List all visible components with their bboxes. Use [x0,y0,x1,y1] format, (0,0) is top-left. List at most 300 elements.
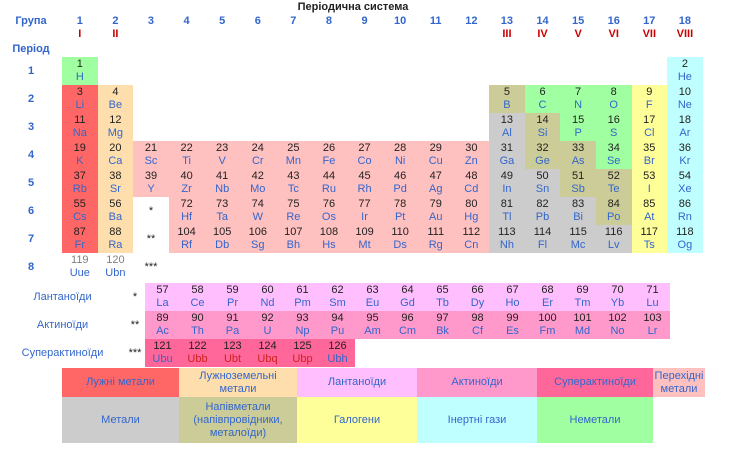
legend-item-label[interactable]: Галогени [333,413,381,426]
element-symbol[interactable]: Zr [181,183,192,195]
element-cell [145,311,180,339]
element-cell [98,85,134,113]
element-number: 17 [643,114,656,126]
element-number: 105 [212,226,232,238]
group-number: 18 [678,15,692,27]
element-symbol[interactable]: V [218,155,226,167]
empty-cell [460,339,495,367]
element-symbol[interactable]: Yb [610,297,625,309]
element-symbol[interactable]: Sc [144,155,158,167]
element-symbol[interactable]: Nb [215,183,230,195]
element-cell [276,169,312,197]
element-number: 1 [76,58,83,70]
empty-cell [596,253,632,281]
legend-item-label[interactable]: Лужноземельні метали [199,369,277,395]
element-symbol[interactable]: Ubp [292,353,313,365]
element-symbol[interactable]: Be [108,99,123,111]
element-cell [667,169,703,197]
element-symbol[interactable]: Sr [109,183,121,195]
element-symbol[interactable]: Hg [464,211,479,223]
element-cell [667,57,703,85]
element-symbol[interactable]: Pr [227,297,238,309]
element-cell [62,253,98,281]
group-number: 2 [112,15,119,27]
legend-item-lanthanide[interactable] [297,368,417,397]
element-symbol[interactable]: Ar [679,127,691,139]
element-number: 51 [571,170,585,182]
element-symbol[interactable]: Tc [287,183,299,195]
empty-cell [560,57,596,85]
element-number: 6 [539,86,546,98]
group-roman-row [0,28,703,41]
element-symbol[interactable]: Kr [679,155,691,167]
empty-cell [311,253,347,281]
element-symbol[interactable]: Cf [472,325,483,337]
group-label: Група [15,15,47,27]
element-cell [667,113,703,141]
element-symbol[interactable]: In [502,183,512,195]
element-number: 88 [109,226,122,238]
group-roman-numeral: VIII [676,28,694,40]
element-symbol[interactable]: Ti [182,155,191,167]
element-symbol[interactable]: Rh [357,183,372,195]
element-symbol[interactable]: Rb [72,183,87,195]
element-symbol[interactable]: U [263,325,272,337]
element-symbol[interactable]: Cd [464,183,479,195]
element-symbol[interactable]: Sg [251,239,265,251]
element-symbol[interactable]: Tm [574,297,591,309]
legend-item-halogen[interactable] [297,397,417,443]
element-cell [425,283,460,311]
element-symbol[interactable]: Ca [108,155,123,167]
element-number: 89 [156,312,169,324]
element-number: 16 [607,114,620,126]
empty-cell [525,253,561,281]
element-symbol[interactable]: Eu [365,297,380,309]
element-number: 86 [678,198,692,210]
element-symbol[interactable]: Ubn [105,267,126,279]
element-symbol[interactable]: Bk [436,325,449,337]
element-symbol[interactable]: Ds [393,239,407,251]
element-cell [204,141,240,169]
element-symbol[interactable]: Mg [107,127,124,139]
element-symbol[interactable]: Ge [535,155,550,167]
fblock-marker-cell [133,225,169,253]
element-symbol[interactable]: Xe [678,183,692,195]
element-symbol[interactable]: Li [75,99,85,111]
legend-item-superactinide[interactable] [537,368,653,397]
element-symbol[interactable]: Pt [394,211,406,223]
legend-item-metalloid[interactable] [179,397,297,443]
element-symbol[interactable]: Mo [250,183,266,195]
empty-cell [347,85,383,113]
element-cell [62,57,98,85]
element-symbol[interactable]: Te [607,183,620,195]
element-cell [98,113,134,141]
element-cell [382,141,418,169]
legend-item-label[interactable]: Лужні метали [86,376,155,388]
element-symbol[interactable]: Nd [260,297,275,309]
element-symbol[interactable]: Ir [361,211,368,223]
element-cell [560,113,596,141]
empty-cell [632,57,668,85]
element-cell [667,85,703,113]
element-number: 61 [296,284,309,296]
element-number: 110 [391,226,409,238]
group-number: 15 [571,15,585,27]
element-symbol[interactable]: Mc [570,239,586,251]
element-symbol[interactable]: Md [574,325,591,337]
element-symbol[interactable]: Po [606,211,621,223]
element-cell [276,197,312,225]
element-number: 87 [73,226,86,238]
element-symbol[interactable]: Bi [573,211,583,223]
element-cell [169,169,205,197]
element-symbol[interactable]: Cm [398,325,417,337]
element-symbol[interactable]: Ts [643,239,655,251]
empty-cell [382,85,418,113]
element-symbol[interactable]: At [644,211,655,223]
element-symbol[interactable]: La [156,297,169,309]
period-row [0,113,703,141]
legend-item-actinide[interactable] [417,368,537,397]
element-symbol[interactable]: Ru [321,183,336,195]
element-symbol[interactable]: Ne [677,99,692,111]
element-number: 21 [144,142,158,154]
element-symbol[interactable]: Zn [464,155,478,167]
element-symbol[interactable]: W [252,211,263,223]
element-symbol[interactable]: Ra [108,239,123,251]
empty-cell [635,339,670,367]
element-number: 103 [643,312,662,324]
element-number: 74 [251,198,264,210]
fblock-label[interactable]: Лантаноїди [33,291,92,303]
element-symbol[interactable]: Ag [429,183,443,195]
element-symbol[interactable]: Cu [428,155,443,167]
empty-cell [98,57,134,85]
empty-cell [425,339,460,367]
element-cell [62,197,98,225]
element-symbol[interactable]: Se [606,155,621,167]
element-symbol[interactable]: Ta [216,211,228,223]
element-symbol[interactable]: Y [147,183,155,195]
element-symbol[interactable]: N [574,99,583,111]
legend-item-label[interactable]: Суперактиноїди [554,376,636,388]
empty-cell [489,253,525,281]
element-cell [596,225,632,253]
group-number: 4 [183,15,190,27]
element-symbol[interactable]: Ubu [152,353,173,365]
element-number: 42 [251,170,264,182]
group-roman-numeral: VII [642,28,657,40]
element-symbol[interactable]: Lr [647,325,658,337]
element-symbol[interactable]: Ac [156,325,169,337]
legend-item-alkali[interactable] [62,368,179,397]
element-symbol[interactable]: Sb [571,183,585,195]
element-symbol[interactable]: Th [191,325,204,337]
element-number: 7 [575,86,582,98]
element-symbol[interactable]: Ba [108,211,123,223]
group-roman-numeral: V [574,28,582,40]
element-symbol[interactable]: Db [215,239,230,251]
fblock-marker-cell [133,197,169,225]
element-symbol[interactable]: Cl [644,127,655,139]
element-cell [169,141,205,169]
empty-cell [418,253,454,281]
fblock-label[interactable]: Суперактиноїди [21,347,104,359]
group-roman-numeral [347,28,383,41]
element-cell [204,169,240,197]
fblock-rows [0,283,670,367]
element-symbol[interactable]: Pd [393,183,407,195]
element-cell [390,311,425,339]
element-number: 63 [366,284,379,296]
group-number: 14 [536,15,549,27]
group-roman-numeral [169,28,205,41]
element-symbol[interactable]: Ga [499,155,515,167]
element-symbol[interactable]: Cs [73,211,87,223]
element-number: 14 [536,114,549,126]
element-number: 75 [287,198,300,210]
element-symbol[interactable]: Gd [400,297,415,309]
element-cell [98,169,134,197]
element-symbol[interactable]: Tl [502,211,512,223]
legend-item-label[interactable]: Актиноїди [451,376,503,388]
empty-cell [169,253,205,281]
legend-item-transition[interactable] [653,368,705,397]
element-symbol[interactable]: Np [295,325,310,337]
element-symbol[interactable]: O [609,99,618,111]
period-number: 4 [27,149,35,161]
element-symbol[interactable]: Pa [225,325,240,337]
empty-cell [530,339,565,367]
element-symbol[interactable]: Ubb [187,353,208,365]
element-symbol[interactable]: Lu [646,297,659,309]
group-number: 12 [465,15,478,27]
fblock-row [0,339,670,367]
group-header-row [0,15,703,28]
group-roman-numeral: II [112,28,119,40]
element-symbol[interactable]: Lv [607,239,620,251]
element-number: 62 [331,284,344,296]
fblock-marker: *** [144,261,158,273]
element-symbol[interactable]: H [75,71,84,83]
element-cell [418,225,454,253]
element-cell [418,141,454,169]
element-number: 33 [571,142,585,154]
element-cell [145,339,180,367]
element-symbol[interactable]: Fe [322,155,336,167]
element-symbol[interactable]: Fl [537,239,548,251]
element-number: 57 [156,284,169,296]
element-symbol[interactable]: K [76,155,84,167]
element-number: 19 [73,142,86,154]
period-number: 3 [27,121,35,133]
empty-cell [169,113,205,141]
legend-item-label[interactable]: Перехідні метали [654,369,704,395]
element-symbol[interactable]: Br [643,155,655,167]
element-cell [489,197,525,225]
element-number: 101 [573,312,592,324]
empty-cell [276,57,312,85]
empty-cell [240,253,276,281]
empty-cell [169,57,205,85]
element-cell [632,169,668,197]
element-symbol[interactable]: Al [502,127,512,139]
element-cell [276,225,312,253]
element-symbol[interactable]: Am [364,325,381,337]
element-cell [62,225,98,253]
group-number: 5 [219,15,226,27]
element-cell [382,197,418,225]
element-symbol[interactable]: Fr [74,239,85,251]
legend-item-label[interactable]: Неметали [569,413,621,426]
group-roman-numeral: III [502,28,512,40]
element-symbol[interactable]: Tb [436,297,449,309]
legend-item-label[interactable]: Лантаноїди [327,376,387,388]
legend-item-metal[interactable] [62,397,179,443]
element-cell [454,141,490,169]
element-symbol[interactable]: Os [321,211,336,223]
group-number: 10 [394,15,407,27]
element-cell [596,113,632,141]
element-number: 49 [500,170,514,182]
period-row [0,253,703,281]
element-symbol[interactable]: F [645,99,653,111]
element-cell [454,197,490,225]
element-symbol[interactable]: I [647,183,651,195]
element-number: 26 [322,142,336,154]
element-number: 45 [358,170,371,182]
element-symbol[interactable]: Rg [428,239,443,251]
period-row [0,225,703,253]
fblock-label[interactable]: Актиноїди [36,319,89,331]
element-symbol[interactable]: Uue [69,267,90,279]
element-cell [667,225,703,253]
period-row [0,197,703,225]
element-cell [169,197,205,225]
element-symbol[interactable]: Pu [330,325,345,337]
element-number: 126 [328,340,347,352]
element-symbol[interactable]: No [610,325,625,337]
element-symbol[interactable]: S [610,127,618,139]
element-symbol[interactable]: Ce [190,297,205,309]
element-cell [560,85,596,113]
element-symbol[interactable]: Er [542,297,553,309]
element-number: 39 [144,170,158,182]
element-symbol[interactable]: Cn [464,239,479,251]
element-number: 20 [109,142,122,154]
legend-item-label[interactable]: Метали [101,413,140,426]
element-number: 112 [462,226,481,238]
element-symbol[interactable]: Og [677,239,693,251]
element-number: 46 [394,170,407,182]
element-symbol[interactable]: Re [286,211,301,223]
legend-item-nonmetal[interactable] [537,397,653,443]
element-symbol[interactable]: Co [357,155,372,167]
legend-item-label[interactable]: Інертні гази [447,413,507,426]
element-symbol[interactable]: Rf [181,239,193,251]
element-symbol[interactable]: Hs [322,239,336,251]
element-number: 93 [296,312,309,324]
element-cell [565,311,600,339]
element-cell [320,283,355,311]
period-number: 8 [27,261,35,273]
period-number: 5 [27,177,35,189]
element-symbol[interactable]: Nh [499,239,514,251]
element-number: 36 [678,142,692,154]
element-symbol[interactable]: Pb [535,211,550,223]
element-cell [632,225,668,253]
element-cell [525,197,561,225]
element-cell [240,197,276,225]
element-symbol[interactable]: Ni [394,155,406,167]
element-number: 10 [678,86,692,98]
element-symbol[interactable]: B [503,99,511,111]
element-symbol[interactable]: Dy [470,297,485,309]
element-symbol[interactable]: Rn [677,211,692,223]
element-symbol[interactable]: C [538,99,547,111]
empty-cell [240,85,276,113]
element-cell [347,169,383,197]
element-cell [560,225,596,253]
element-cell [285,311,320,339]
element-number: 44 [322,170,336,182]
element-number: 54 [678,170,692,182]
element-symbol[interactable]: Mn [285,155,301,167]
element-symbol[interactable]: He [677,71,692,83]
element-cell [560,197,596,225]
element-number: 55 [73,198,86,210]
element-symbol[interactable]: Pm [294,297,311,309]
empty-cell [382,57,418,85]
element-symbol[interactable]: Au [429,211,443,223]
element-symbol[interactable]: Mt [358,239,371,251]
legend-item-alkaline[interactable] [179,368,297,397]
element-number: 31 [500,142,514,154]
empty-cell [418,57,454,85]
element-symbol[interactable]: Es [506,325,519,337]
legend-item-noble[interactable] [417,397,537,443]
element-number: 4 [112,86,119,98]
element-number: 109 [355,226,374,238]
element-symbol[interactable]: Hf [181,211,193,223]
element-symbol[interactable]: Bh [286,239,301,251]
element-symbol[interactable]: Ubq [257,353,278,365]
element-number: 28 [394,142,407,154]
page-title: Періодична система [297,1,409,13]
element-cell [489,141,525,169]
element-symbol[interactable]: Sm [329,297,346,309]
element-symbol[interactable]: Sn [535,183,550,195]
element-symbol[interactable]: P [574,127,582,139]
empty-cell [133,57,169,85]
element-symbol[interactable]: Si [537,127,548,139]
element-symbol[interactable]: As [571,155,585,167]
element-cell [596,169,632,197]
element-symbol[interactable]: Fm [539,325,556,337]
legend-item-label[interactable]: Напівметали (напівпровідники, металоїди) [193,400,283,439]
element-number: 84 [607,198,620,210]
element-symbol[interactable]: Na [72,127,87,139]
element-number: 11 [74,114,86,126]
element-number: 24 [251,142,264,154]
element-symbol[interactable]: Ubh [327,353,348,365]
element-symbol[interactable]: Ubt [223,353,242,365]
element-number: 115 [569,226,587,238]
element-symbol[interactable]: Ho [505,297,520,309]
element-symbol[interactable]: Cr [251,155,264,167]
